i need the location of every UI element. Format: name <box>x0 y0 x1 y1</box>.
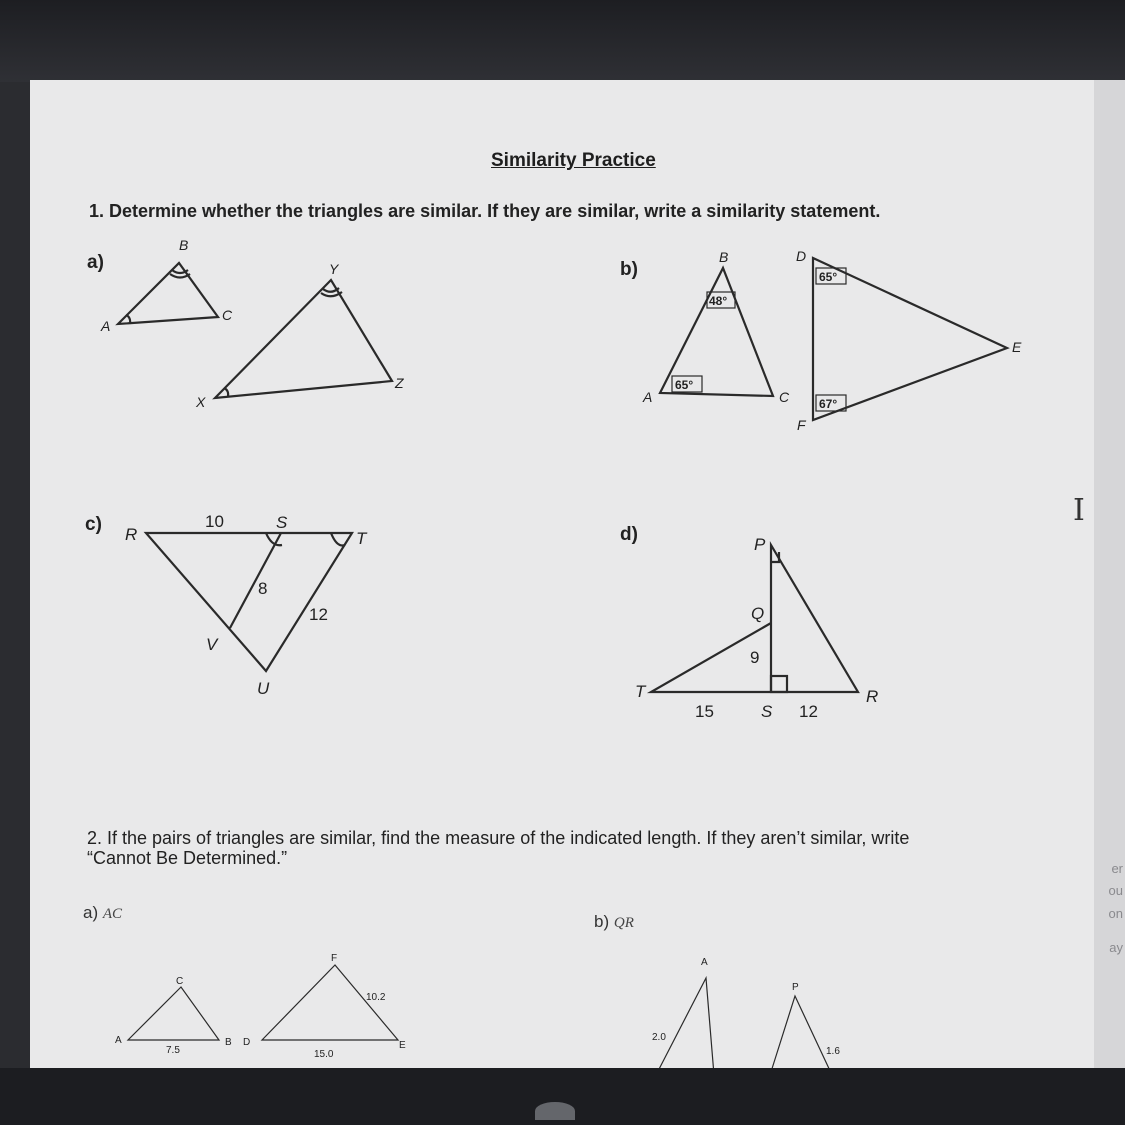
angle-label-b: 48° <box>709 294 728 308</box>
triangle-abc-2a <box>128 987 219 1040</box>
triangle-2b-right <box>770 996 832 1075</box>
label-1d-q: Q <box>751 604 765 623</box>
label-2b-a: A <box>701 957 708 968</box>
strip-text-1: er <box>1111 861 1123 876</box>
figure-1c-lines <box>146 533 352 671</box>
label-2a-a: A <box>115 1035 122 1046</box>
part-2a-target: AC <box>102 906 123 922</box>
label-2a-b: B <box>225 1037 232 1048</box>
length-1d-sr: 12 <box>799 702 818 721</box>
strip-text-3: on <box>1108 906 1123 921</box>
label-2a-d: D <box>243 1037 251 1048</box>
label-1c-v: V <box>206 635 218 654</box>
length-1c-tu: 12 <box>309 605 328 624</box>
triangle-def-1b <box>813 258 1007 420</box>
label-1d-r: R <box>866 687 879 706</box>
label-2b-p: P <box>792 982 799 993</box>
question-2-line-2: “Cannot Be Determined.” <box>87 848 288 868</box>
part-1b-label: b) <box>620 259 638 280</box>
strip-text-4: ay <box>1109 940 1123 955</box>
label-1b-c: C <box>779 389 790 405</box>
label-2a-f: F <box>331 953 338 964</box>
triangle-abc-1b <box>660 268 773 396</box>
triangle-2b-left <box>656 978 714 1075</box>
label-1c-u: U <box>257 679 270 698</box>
label-1a-b: B <box>179 237 189 253</box>
label-1c-t: T <box>356 529 367 548</box>
label-1b-a: A <box>643 389 653 405</box>
length-2b-right: 1.6 <box>826 1046 840 1057</box>
length-2a-fe: 10.2 <box>366 992 386 1003</box>
length-1c-sv: 8 <box>258 579 268 598</box>
length-2a-ab: 7.5 <box>166 1045 180 1056</box>
text-cursor-icon: I <box>1073 493 1085 528</box>
strip-text-2: ou <box>1108 883 1123 898</box>
triangle-abc-1a <box>118 263 218 324</box>
part-2a-letter: a) <box>83 903 99 922</box>
length-1d-qs: 9 <box>750 648 760 667</box>
length-1d-ts: 15 <box>695 702 714 721</box>
label-1d-p: P <box>754 535 766 554</box>
label-2a-e: E <box>399 1040 406 1051</box>
angle-mark-t-1c <box>331 533 345 546</box>
length-2a-de: 15.0 <box>314 1049 334 1060</box>
angle-label-d: 65° <box>819 270 838 284</box>
angle-label-f: 67° <box>819 397 838 411</box>
label-1a-z: Z <box>395 375 404 391</box>
label-1b-e: E <box>1012 339 1022 355</box>
label-1b-d: D <box>796 248 807 264</box>
label-1d-t: T <box>635 682 646 701</box>
label-1a-c: C <box>222 307 233 323</box>
part-1d-label: d) <box>620 524 638 545</box>
question-1-prompt: 1. Determine whether the triangles are similar. If they are similar, write a similarity statement. <box>89 201 881 221</box>
part-1a-label: a) <box>87 252 104 273</box>
part-2b-target: QR <box>613 915 634 931</box>
length-2b-left: 2.0 <box>652 1032 666 1043</box>
label-1c-r: R <box>125 525 138 544</box>
triangle-xyz-1a <box>215 280 392 398</box>
length-1c-rs: 10 <box>205 512 224 531</box>
label-1a-y: Y <box>329 261 339 277</box>
part-1c-label: c) <box>85 514 102 535</box>
part-2b-letter: b) <box>594 912 610 931</box>
label-1b-b: B <box>719 249 729 265</box>
angle-label-a: 65° <box>675 378 694 392</box>
label-1d-s: S <box>761 702 773 721</box>
question-2-line-1: 2. If the pairs of triangles are similar, find the measure of the indicated length. If they aren’t similar, write <box>87 828 910 848</box>
label-1a-a: A <box>101 318 111 334</box>
label-1b-f: F <box>797 417 806 433</box>
label-2a-c: C <box>176 976 184 987</box>
monitor-logo-icon <box>535 1102 575 1120</box>
label-1c-s: S <box>276 513 288 532</box>
right-angle-s-1d <box>771 676 787 692</box>
label-1a-x: X <box>196 394 206 410</box>
worksheet-title: Similarity Practice <box>491 150 656 171</box>
angle-mark-x-1a <box>224 388 228 397</box>
